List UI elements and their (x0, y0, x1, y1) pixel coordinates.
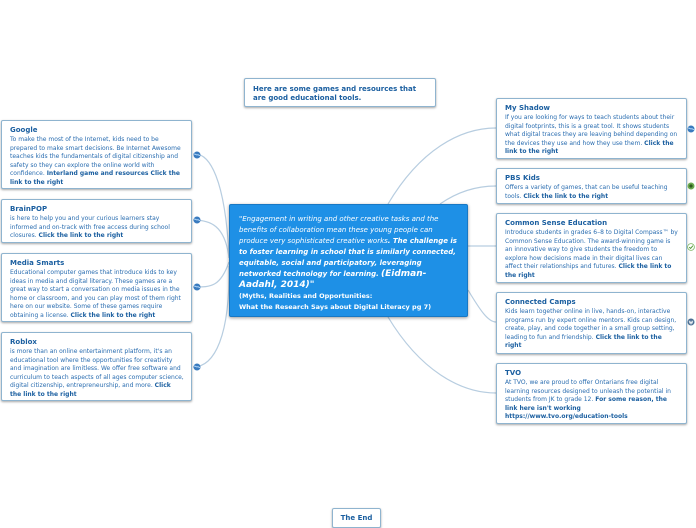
node-body: is here to help you and your curious learners stay informed and on-track with free access during school closures. (10, 215, 170, 239)
globe-icon[interactable] (193, 363, 201, 371)
node-title: TVO (505, 369, 522, 377)
globe-icon[interactable] (687, 125, 695, 133)
node-pbs-kids[interactable] (496, 168, 687, 204)
globe-icon[interactable] (193, 151, 201, 159)
node-link[interactable]: Click the link to the right (523, 192, 609, 200)
node-title: Roblox (10, 338, 37, 346)
node-link[interactable]: Interland game and resources Click the link to the right (10, 170, 180, 186)
globe-icon[interactable] (193, 283, 201, 291)
checkmark-icon[interactable] (687, 243, 695, 251)
node-body: If you are looking for ways to teach students about their digital footprints, this is a great tool. It shows students what digital traces they are leaving behind depending on the devices they use and how they use them. (505, 114, 678, 147)
node-title: PBS Kids (505, 174, 540, 182)
node-connected-camps[interactable] (496, 292, 687, 354)
wordpress-icon[interactable] (687, 318, 695, 326)
central-topic[interactable] (229, 204, 468, 317)
node-title: Connected Camps (505, 298, 576, 306)
central-author: (Eidman-Aadahl, 2014)" (239, 269, 427, 290)
node-link[interactable]: Click the link to the right (38, 232, 124, 239)
central-source-line2: What the Research Says about Digital Literacy pg 7) (239, 303, 432, 311)
node-link[interactable]: Click the link to the right (505, 263, 672, 279)
node-title: My Shadow (505, 104, 551, 112)
node-roblox[interactable] (1, 332, 192, 401)
node-brainpop[interactable] (1, 199, 192, 243)
pbs-logo-icon[interactable] (687, 182, 695, 190)
node-tvo[interactable] (496, 363, 687, 424)
central-quote-part2: . The challenge is to foster learning in school that is similarly connected, equitable, social and participatory, leveraging networked technology for learning. (239, 237, 457, 278)
node-title: BrainPOP (10, 205, 48, 213)
node-title: Google (10, 126, 38, 134)
node-link[interactable]: Click the link to the right (70, 311, 156, 319)
node-body: Offers a variety of games, that can be useful teaching tools. (505, 184, 668, 200)
end-node: The End (332, 508, 381, 528)
node-link[interactable]: Click the link to the right (505, 139, 674, 155)
node-body: To make the most of the Internet, kids need to be prepared to make smart decisions. Be Internet Awesome teaches kids the fundamentals of digital citizenship and safety so they can explore the online world with confidence. (10, 136, 181, 177)
node-title: Media Smarts (10, 259, 65, 267)
node-body: Educational computer games that introduce kids to key ideas in media and digital literacy. These games are a great way to start a conversation on media issues in the home or classroom, and you can play most of them right here on our website. Some of these games require obtaining a license. (10, 269, 181, 319)
node-body: Introduce students in grades 6–8 to Digital Compass™ by Common Sense Education. The award-winning game is an innovative way to give students the freedom to explore how decisions made in their digital lives can affect their relationships and futures. (505, 229, 678, 270)
node-body: Kids learn together online in live, hands-on, interactive programs run by expert online mentors. Kids can design, create, play, and code together in a small group setting, leading to fun and friendship. (505, 308, 677, 341)
node-my-shadow[interactable] (496, 98, 687, 159)
central-quote-part1: "Engagement in writing and other creative tasks and the benefits of collaboration mean these young people can produce very sophisticated creative works (239, 215, 439, 245)
globe-icon[interactable] (193, 216, 201, 224)
node-link[interactable]: Click the link to the right (10, 382, 171, 398)
node-title: Common Sense Education (505, 219, 608, 227)
node-body: is more than an online entertainment platform, it's an educational tool where the opportunities for creativity and imagination are limitless. We offer free software and curriculum to teach aspects of all ages computer science, digital citizenship, entrepreneurship, and more. (10, 348, 184, 389)
node-body: At TVO, we are proud to offer Ontarians free digital learning resources designed to unleash the potential in students from JK to grade 12. (505, 379, 671, 403)
node-common-sense-education[interactable] (496, 213, 687, 283)
node-link[interactable]: For some reason, the link here isn't working https://www.tvo.org/education-tools (505, 396, 667, 420)
central-source-line1: (Myths, Realities and Opportunities: (239, 292, 373, 300)
node-link[interactable]: Click the link to the right (505, 333, 662, 349)
node-media-smarts[interactable] (1, 253, 192, 322)
intro-note: Here are some games and resources that are good educational tools. (244, 78, 436, 107)
node-google[interactable] (1, 120, 192, 189)
